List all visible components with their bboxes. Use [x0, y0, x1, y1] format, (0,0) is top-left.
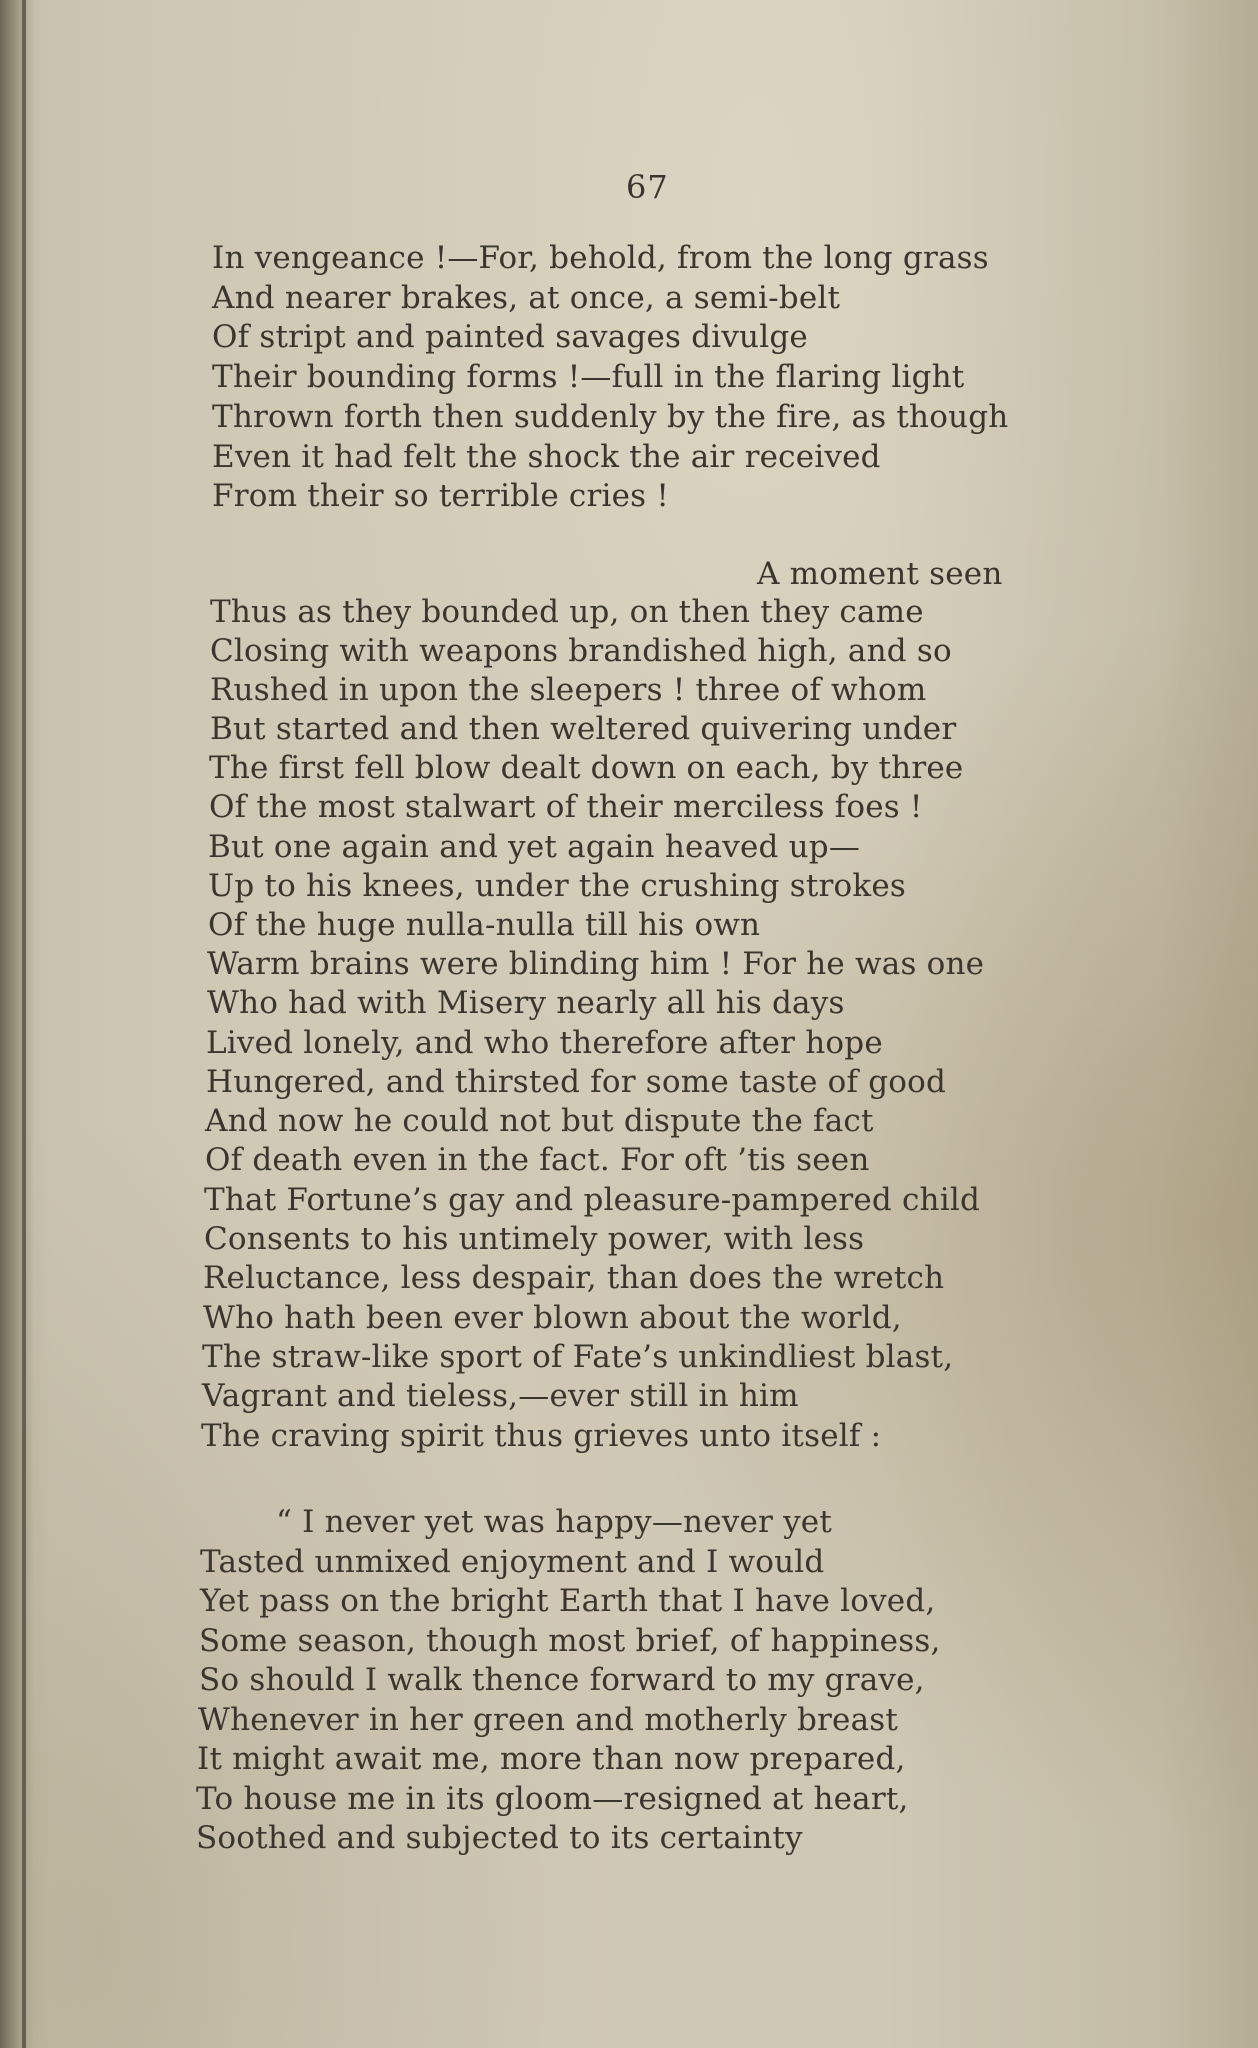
poem-line: Lived lonely, and who therefore after hope [206, 1025, 883, 1061]
poem-line: The first fell blow dealt down on each, by three [209, 750, 964, 786]
poem-line: Rushed in upon the sleepers ! three of whom [210, 672, 927, 708]
poem-line: Some season, though most brief, of happiness, [199, 1623, 941, 1659]
poem-line: That Fortune’s gay and pleasure-pampered child [204, 1182, 980, 1218]
poem-line: Tasted unmixed enjoyment and I would [200, 1544, 825, 1580]
poem-line: The straw-like sport of Fate’s unkindliest blast, [202, 1339, 954, 1375]
poem-line: “ I never yet was happy—never yet [276, 1504, 833, 1540]
page-number: 67 [626, 168, 669, 206]
poem-line: Thrown forth then suddenly by the fire, as though [212, 399, 1009, 435]
poem-line: Of the huge nulla-nulla till his own [208, 907, 761, 943]
poem-line: Soothed and subjected to its certainty [196, 1820, 803, 1856]
poem-line: It might await me, more than now prepared, [197, 1741, 906, 1777]
poem-line: And now he could not but dispute the fact [205, 1103, 874, 1139]
poem-line: So should I walk thence forward to my grave, [199, 1662, 925, 1698]
poem-line: Closing with weapons brandished high, and so [210, 633, 952, 669]
poem-line: Up to his knees, under the crushing strokes [208, 868, 907, 904]
poem-line: But one again and yet again heaved up— [208, 829, 861, 865]
poem-line: Warm brains were blinding him ! For he was one [207, 946, 985, 982]
poem-line: Their bounding forms !—full in the flaring light [212, 359, 965, 395]
poem-line: Whenever in her green and motherly breast [198, 1702, 899, 1738]
poem-line: Vagrant and tieless,—ever still in him [202, 1378, 799, 1414]
poem-line: From their so terrible cries ! [212, 478, 669, 514]
poem-line: Who had with Misery nearly all his days [207, 985, 845, 1021]
poem-line: To house me in its gloom—resigned at heart, [196, 1781, 909, 1817]
poem-line: Hungered, and thirsted for some taste of good [206, 1064, 947, 1100]
poem-line: And nearer brakes, at once, a semi-belt [212, 280, 841, 316]
poem-line: Reluctance, less despair, than does the wretch [203, 1260, 945, 1296]
poem-line: Of the most stalwart of their merciless foes ! [209, 789, 923, 825]
poem-line: In vengeance !—For, behold, from the long grass [212, 240, 989, 276]
poem-line: Consents to his untimely power, with less [204, 1221, 865, 1257]
poem-line: Yet pass on the bright Earth that I have loved, [200, 1583, 936, 1619]
poem-line: Of death even in the fact. For oft ’tis seen [205, 1142, 870, 1178]
poem-line: Even it had felt the shock the air received [212, 439, 881, 475]
poem-line: A moment seen [757, 556, 1003, 592]
poem-line: The craving spirit thus grieves unto itself : [201, 1418, 882, 1454]
poem-line: Of stript and painted savages divulge [212, 319, 808, 355]
poem-line: But started and then weltered quivering under [210, 711, 957, 747]
poem-line: Thus as they bounded up, on then they came [210, 594, 924, 630]
poem-line: Who hath been ever blown about the world, [203, 1300, 902, 1336]
